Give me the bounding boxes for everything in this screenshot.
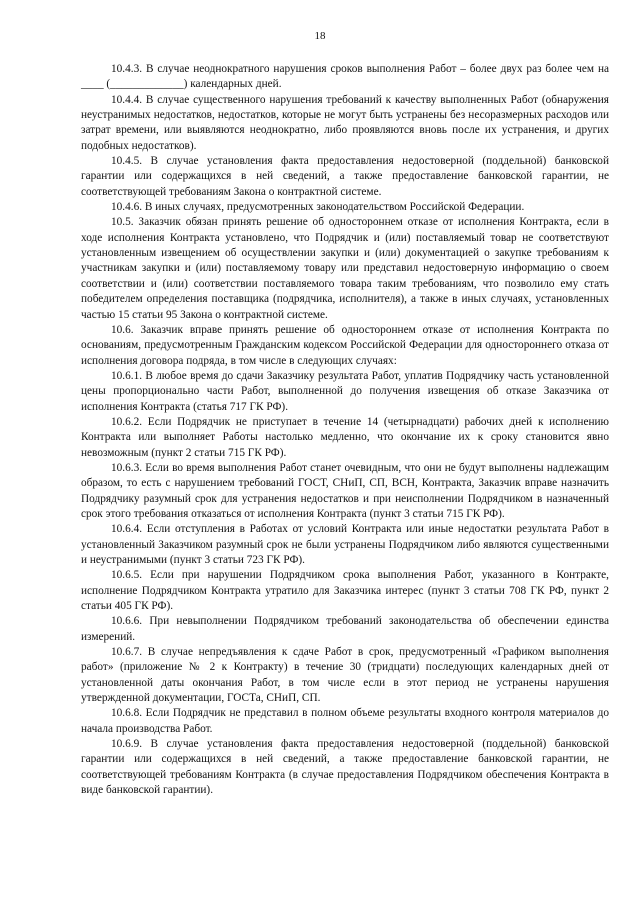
paragraph-10-4-5: 10.4.5. В случае установления факта предоставления недостоверной (поддельной) банковской гарантии или содержащихся в ней сведений, а также предоставление банковской гарантии, не соответствующей требованиям Закона о контрактной системе. bbox=[81, 155, 609, 198]
document-body bbox=[81, 62, 609, 799]
paragraph-10-6-5: 10.6.5. Если при нарушении Подрядчиком срока выполнения Работ, указанного в Контракте, исполнение Подрядчиком Контракта утратило для Заказчика интерес (пункт 3 статьи 708 ГК РФ, пункт 2 статьи 405 ГК РФ). bbox=[81, 569, 609, 613]
paragraph-10-6-7: 10.6.7. В случае непредъявления к сдаче Работ в срок, предусмотренный «Графиком выполнения работ» (приложение № 2 к Контракту) в течение 30 (тридцати) последующих календарных дней от установленной даты окончания Работ, в том числе если в этот период не устранены нарушения утвержденной документации, ГОСТа, СНиП, СП. bbox=[81, 646, 609, 705]
paragraph-10-4-6: 10.4.6. В иных случаях, предусмотренных законодательством Российской Федерации. bbox=[111, 201, 525, 214]
paragraph-10-6-1: 10.6.1. В любое время до сдачи Заказчику результата Работ, уплатив Подрядчику часть установленной цены пропорционально части Работ, выполненной до получения извещения об отказе Заказчика от исполнения Контракта (статья 717 ГК РФ). bbox=[81, 369, 609, 413]
paragraph-10-6-4: 10.6.4. Если отступления в Работах от условий Контракта или иные недостатки результата Работ в установленный Заказчиком разумный срок не были устранены Подрядчиком либо являются существенными и неустранимыми (пункт 3 статьи 723 ГК РФ). bbox=[81, 523, 609, 566]
paragraph-10-4-3: 10.4.3. В случае неоднократного нарушения сроков выполнения Работ – более двух раз более чем на ____ (_____________) календарных дней. bbox=[81, 63, 609, 91]
paragraph-10-6: 10.6. Заказчик вправе принять решение об одностороннем отказе от исполнения Контракта по основаниям, предусмотренным Гражданским кодексом Российской Федерации для одностороннего отказа от исполнения договора подряда, в том числе в следующих случаях: bbox=[81, 323, 609, 367]
paragraph-10-6-9: 10.6.9. В случае установления факта предоставления недостоверной (поддельной) банковской гарантии или содержащихся в ней сведений, а также предоставление банковской гарантии, не соответствующей требованиям Контракта (в случае предоставления Подрядчиком обеспечения Контракта в виде банковской гарантии). bbox=[81, 738, 609, 797]
paragraph-10-5: 10.5. Заказчик обязан принять решение об одностороннем отказе от исполнения Контракта, если в ходе исполнения Контракта установлено, что Подрядчик и (или) поставляемый товар не соответствуют установленным извещением об осуществлении закупки и (или) документацией о закупке требованиям к участникам закупки и (или) поставляемому товару или представил недостоверную информацию о своем соответствии и (или) соответствии поставляемого товара таким требованиям, что позволило ему стать победителем определения поставщика (подрядчика, исполнителя), а также в иных случаях, установленных частью 15 статьи 95 Закона о контрактной системе. bbox=[81, 216, 609, 321]
paragraph-10-4-4: 10.4.4. В случае существенного нарушения требований к качеству выполненных Работ (обнаружения неустранимых недостатков, недостатков, которые не могут быть устранены без несоразмерных расходов или затрат времени, или выявляются неоднократно, либо проявляются вновь после их устранения, и других подобных недостатков). bbox=[81, 93, 609, 152]
paragraph-10-6-6: 10.6.6. При невыполнении Подрядчиком требований законодательства об обеспечении единства измерений. bbox=[81, 615, 609, 643]
paragraph-10-6-2: 10.6.2. Если Подрядчик не приступает в течение 14 (четырнадцати) рабочих дней к исполнению Контракта или выполняет Работы настолько медленно, что окончание их к сроку становится явно невозможным (пункт 2 статьи 715 ГК РФ). bbox=[81, 415, 609, 459]
page-number: 18 bbox=[314, 30, 326, 42]
paragraph-10-6-8: 10.6.8. Если Подрядчик не представил в полном объеме результаты входного контроля материалов до начала производства Работ. bbox=[81, 707, 609, 735]
paragraph-10-6-3: 10.6.3. Если во время выполнения Работ станет очевидным, что они не будут выполнены надлежащим образом, то есть с нарушением требований ГОСТ, СНиП, СП, ВСН, Контракта, Заказчик вправе назначить Подрядчику разумный срок для устранения недостатков и при неисполнении Подрядчиком в назначенный срок этого требования отказаться от исполнения Контракта (пункт 3 статьи 715 ГК РФ). bbox=[81, 461, 609, 520]
